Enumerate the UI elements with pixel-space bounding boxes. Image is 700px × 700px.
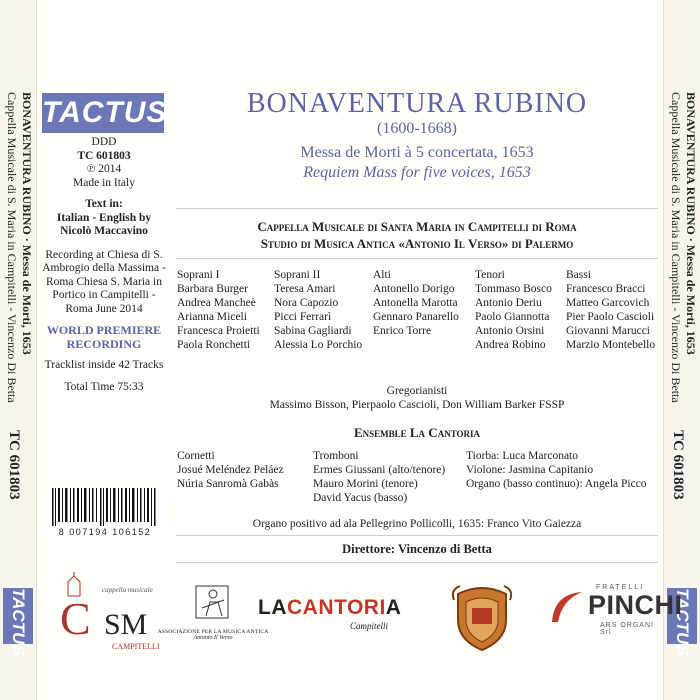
la-cantoria-logo [258, 596, 428, 636]
instrument-line: Ermes Giussani (alto/tenore) [313, 464, 446, 476]
musician-drawing-icon [192, 580, 234, 624]
composer-dates: (1600-1668) [377, 120, 457, 137]
spine-line1-right: BONAVENTURA RUBINO · Messa de Morti, 1653 [684, 92, 698, 355]
voice-name: Antonio Deriu [475, 297, 542, 309]
pinchi-logo [542, 582, 683, 642]
divider-bottom [176, 535, 658, 536]
voice-heading: Tenori [475, 269, 505, 281]
voice-column-soprani-2 [274, 268, 362, 352]
instruments-tromboni [313, 449, 445, 505]
voice-name: Alessia Lo Porchio [274, 339, 363, 351]
instruments-continuo [466, 449, 647, 491]
instrument-line: Cornetti [177, 450, 215, 462]
voice-heading: Bassi [566, 269, 591, 281]
voice-name: Antonello Dorigo [373, 283, 455, 295]
voice-name: Antonio Orsini [475, 325, 545, 337]
spine-catalog-left: TC 601803 [6, 430, 22, 500]
voice-name: Arianna Miceli [177, 311, 247, 323]
lac-a: A [385, 596, 402, 619]
pinchi-fratelli: FRATELLI [596, 584, 645, 591]
barcode [44, 486, 166, 542]
pinchi-name: PINCHI [588, 590, 683, 620]
spine-line2-right: Cappella Musicale di S. Maria in Campitelli - Vincenzo Di Betta [669, 92, 683, 403]
barcode-digits: 8 007194 106152 [58, 527, 152, 537]
recording-info: Recording at Chiesa di S. Ambrogio della Massima - Roma Chiesa S. Maria in Portico in Campitelli - Roma June 2014 [42, 248, 166, 315]
voice-name: Giovanni Marucci [566, 325, 650, 337]
spine-logo-left: TACTUS [3, 588, 33, 644]
voice-name: Antonella Marotta [373, 297, 458, 309]
instrument-line: Tiorba: Luca Marconato [466, 450, 578, 462]
world-premiere: WORLD PREMIERE RECORDING [46, 323, 162, 351]
asso-line1: ASSOCIAZIONE PER LA MUSICA ANTICA [157, 629, 269, 635]
voice-name: Marzio Montebello [566, 339, 656, 351]
voice-column-bassi [566, 268, 655, 352]
voice-name: Nora Capozio [274, 297, 339, 309]
voice-column-alti [373, 268, 459, 338]
instrument-line: Tromboni [313, 450, 359, 462]
voice-name: Enrico Torre [373, 325, 432, 337]
voice-name: Tommaso Bosco [475, 283, 552, 295]
crest-icon [448, 580, 516, 652]
voice-name: Andrea Mancheè [177, 297, 256, 309]
work-title: Messa de Morti à 5 concertata, 1653 [300, 144, 534, 161]
voice-name: Barbara Burger [177, 283, 248, 295]
voice-column-tenori [475, 268, 552, 352]
made-in: Made in Italy [73, 176, 135, 189]
ensembles [178, 218, 656, 252]
title-block [178, 88, 656, 182]
asso-line2: Antonio Il Verso [193, 635, 233, 641]
voice-name: Gennaro Panarello [373, 311, 459, 323]
pinchi-ars: ARS ORGANI Srl [600, 622, 654, 636]
ensemble-line1: Cappella Musicale di Santa Maria in Campitelli di Roma [257, 219, 577, 234]
lac-la: LA [258, 596, 287, 619]
voice-name: Picci Ferrarì [274, 311, 332, 323]
csm-campitelli: CAMPITELLI [112, 642, 160, 651]
instrument-line: Núria Sanromà Gabàs [177, 478, 279, 490]
divider-logos [176, 562, 658, 563]
lac-wordmark [258, 596, 428, 620]
phonogram: ℗ 2014 [86, 163, 122, 175]
gregorianisti-names: Massimo Bisson, Pierpaolo Cascioli, Don William Barker FSSP [269, 399, 565, 411]
spine-line1: BONAVENTURA RUBINO · Messa de Morti, 1653 [20, 92, 34, 355]
voice-heading: Soprani I [177, 269, 220, 281]
text-in-value: Italian - English by Nicolò Maccavino [56, 211, 152, 237]
left-spine [0, 0, 37, 700]
csm-c: C [60, 593, 91, 644]
gregorianisti [178, 384, 656, 412]
instrument-line: Organo (basso continuo): Angela Picco [466, 478, 647, 490]
csm-sm: SM [104, 608, 148, 641]
instrument-line: David Yacus (basso) [313, 492, 408, 504]
composer-name: BONAVENTURA RUBINO [246, 88, 588, 119]
instrument-line: Mauro Morini (tenore) [313, 478, 418, 490]
voice-name: Matteo Garcovich [566, 297, 650, 309]
instruments-cornetti [177, 449, 284, 491]
tactus-logo: TACTUS [42, 93, 164, 133]
spine-logo-right: TACTUS [667, 588, 697, 644]
crest-logo [448, 580, 516, 652]
total-time: Total Time 75:33 [64, 380, 144, 393]
ddd-label: DDD [91, 136, 117, 148]
voice-name: Pier Paolo Cascioli [566, 311, 655, 323]
text-in-label: Text in: [85, 198, 123, 210]
direttore: Direttore: Vincenzo di Betta [342, 542, 492, 556]
voice-name: Francesco Bracci [566, 283, 646, 295]
instrument-line: Josué Meléndez Peláez [177, 464, 284, 476]
instrument-line: Violone: Jasmina Capitanio [466, 464, 594, 476]
voice-name: Paola Ronchetti [177, 339, 251, 351]
lac-campitelli: Campitelli [350, 621, 388, 631]
voice-name: Teresa Amari [274, 283, 336, 295]
voice-name: Paolo Giannotta [475, 311, 550, 323]
ensemble-la-cantoria: Ensemble La Cantoria [353, 425, 481, 440]
spine-line2: Cappella Musicale di S. Maria in Campitelli - Vincenzo Di Betta [5, 92, 19, 403]
work-title-en: Requiem Mass for five voices, 1653 [303, 164, 531, 181]
release-info [40, 136, 168, 394]
voice-column-soprani-1 [177, 268, 260, 352]
lac-cantori: CANTORI [287, 596, 386, 619]
voice-name: Sabina Gagliardi [274, 325, 352, 337]
gregorianisti-heading: Gregorianisti [386, 385, 448, 397]
voice-heading: Soprani II [274, 269, 321, 281]
catalog-number: TC 601803 [77, 149, 131, 162]
barcode-bars [44, 486, 166, 528]
spine-catalog-right: TC 601803 [670, 430, 686, 500]
ensemble-line2: Studio di Musica Antica «Antonio Il Verso» di Palermo [260, 236, 574, 251]
csm-small-text: cappella musicale [102, 586, 153, 594]
divider-mid [176, 258, 658, 259]
voice-heading: Alti [373, 269, 391, 281]
pinchi-swoosh-icon [548, 588, 588, 628]
divider-top [176, 208, 658, 209]
voice-name: Andrea Robino [475, 339, 546, 351]
tracklist: Tracklist inside 42 Tracks [44, 359, 164, 371]
organo-positivo: Organo positivo ad ala Pellegrino Pollicolli, 1635: Franco Vito Gaiezza [252, 518, 582, 530]
voice-name: Francesca Proietti [177, 325, 260, 337]
